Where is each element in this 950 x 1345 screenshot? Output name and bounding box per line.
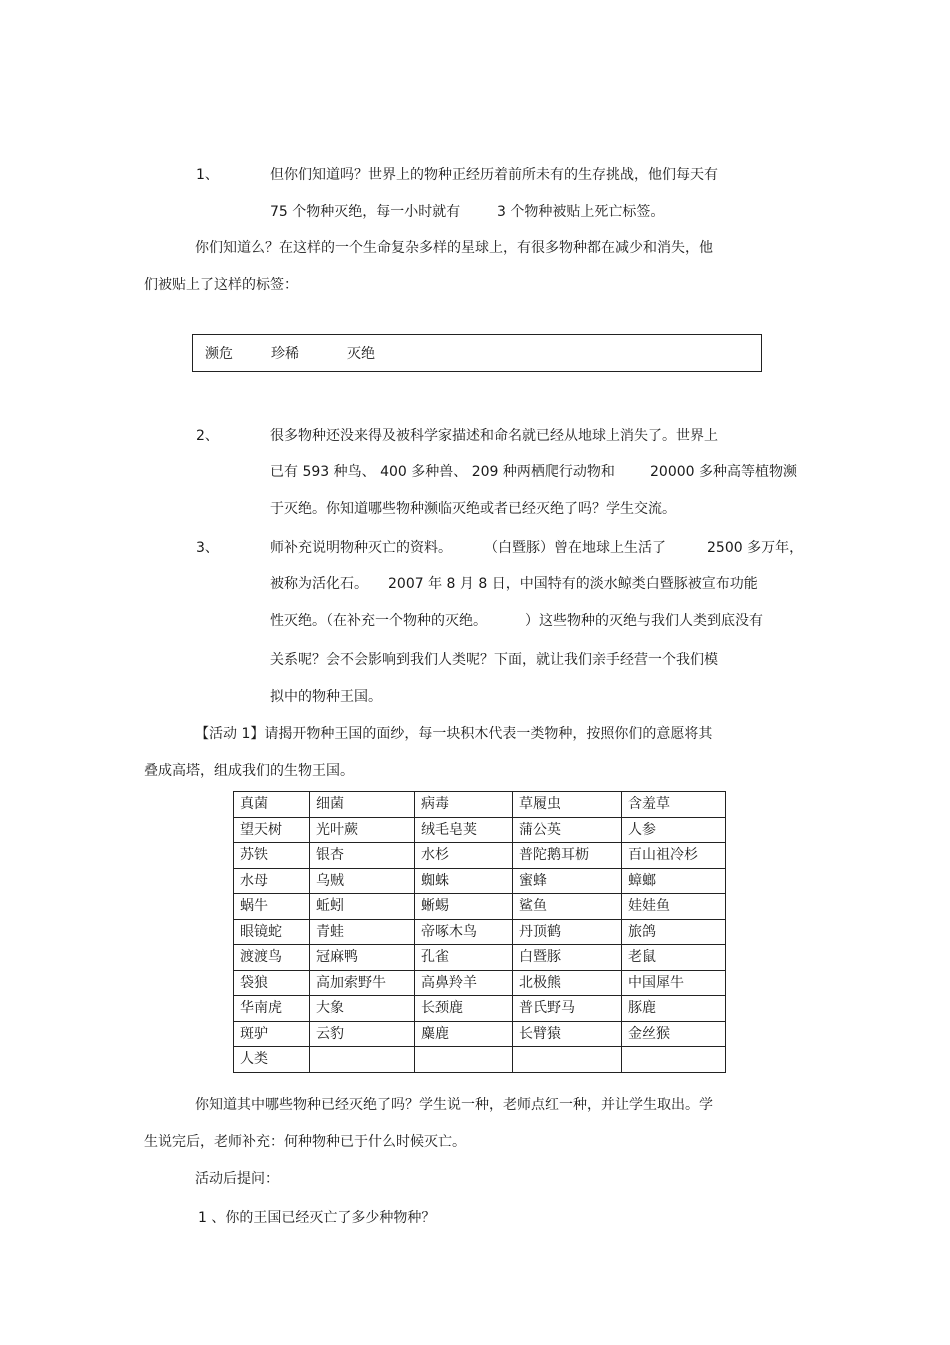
paragraph-line: 很多物种还没来得及被科学家描述和命名就已经从地球上消失了。世界上 bbox=[270, 428, 718, 444]
table-cell: 普氏野马 bbox=[513, 996, 622, 1022]
paragraph-line: 们被贴上了这样的标签： bbox=[144, 277, 298, 293]
table-row bbox=[234, 792, 726, 818]
table-cell: 望天树 bbox=[234, 817, 310, 843]
table-cell: 蜥蜴 bbox=[415, 894, 513, 920]
table-cell: 大象 bbox=[310, 996, 415, 1022]
table-cell: 百山祖冷杉 bbox=[622, 843, 726, 869]
paragraph-line: 活动后提问： bbox=[195, 1171, 279, 1187]
label-box bbox=[192, 334, 762, 372]
paragraph-line: 20000 多种高等植物濒 bbox=[650, 464, 797, 480]
label-extinct: 灭绝 bbox=[347, 346, 375, 362]
table-row bbox=[234, 996, 726, 1022]
table-row bbox=[234, 868, 726, 894]
paragraph-line: （白暨豚）曾在地球上生活了 bbox=[484, 540, 666, 556]
table-cell: 孔雀 bbox=[415, 945, 513, 971]
paragraph-line: ）这些物种的灭绝与我们人类到底没有 bbox=[525, 613, 763, 629]
table-cell: 蜜蜂 bbox=[513, 868, 622, 894]
table-cell: 蜘蛛 bbox=[415, 868, 513, 894]
paragraph-line: 你知道其中哪些物种已经灭绝了吗？学生说一种，老师点红一种，并让学生取出。学 bbox=[195, 1097, 713, 1113]
table-cell: 蟑螂 bbox=[622, 868, 726, 894]
table-row bbox=[234, 1047, 726, 1073]
table-cell: 苏铁 bbox=[234, 843, 310, 869]
paragraph-line: 师补充说明物种灭亡的资料。 bbox=[270, 540, 452, 556]
table-cell: 青蛙 bbox=[310, 919, 415, 945]
paragraph-line: 关系呢？会不会影响到我们人类呢？下面，就让我们亲手经营一个我们模 bbox=[270, 652, 718, 668]
table-cell: 旅鸽 bbox=[622, 919, 726, 945]
table-cell: 人参 bbox=[622, 817, 726, 843]
table-cell: 水杉 bbox=[415, 843, 513, 869]
paragraph-line: 75 个物种灭绝，每一小时就有 bbox=[270, 204, 461, 220]
table-cell: 光叶蕨 bbox=[310, 817, 415, 843]
table-cell: 普陀鹅耳枥 bbox=[513, 843, 622, 869]
table-cell: 帝啄木鸟 bbox=[415, 919, 513, 945]
table-cell: 金丝猴 bbox=[622, 1021, 726, 1047]
table-cell: 麋鹿 bbox=[415, 1021, 513, 1047]
table-cell: 水母 bbox=[234, 868, 310, 894]
table-cell bbox=[622, 1047, 726, 1073]
item-number-1: 1、 bbox=[196, 167, 219, 183]
paragraph-line: 性灭绝。（在补充一个物种的灭绝。 bbox=[270, 613, 487, 629]
paragraph-line: 被称为活化石。 bbox=[270, 576, 368, 592]
table-row bbox=[234, 817, 726, 843]
table-cell: 丹顶鹤 bbox=[513, 919, 622, 945]
paragraph-line: 叠成高塔，组成我们的生物王国。 bbox=[144, 763, 354, 779]
table-cell: 草履虫 bbox=[513, 792, 622, 818]
table-cell: 老鼠 bbox=[622, 945, 726, 971]
table-cell: 云豹 bbox=[310, 1021, 415, 1047]
table-cell: 渡渡鸟 bbox=[234, 945, 310, 971]
table-cell: 冠麻鸭 bbox=[310, 945, 415, 971]
paragraph-line: 你们知道么？在这样的一个生命复杂多样的星球上，有很多物种都在减少和消失，他 bbox=[195, 240, 713, 256]
item-number-3: 3、 bbox=[196, 540, 219, 556]
label-rare: 珍稀 bbox=[271, 346, 299, 362]
table-cell: 华南虎 bbox=[234, 996, 310, 1022]
paragraph-line: 拟中的物种王国。 bbox=[270, 689, 382, 705]
table-row bbox=[234, 970, 726, 996]
activity-heading: 【活动 1】请揭开物种王国的面纱，每一块积木代表一类物种，按照你们的意愿将其 bbox=[195, 726, 713, 742]
table-cell: 袋狼 bbox=[234, 970, 310, 996]
table-cell: 北极熊 bbox=[513, 970, 622, 996]
table-row bbox=[234, 1021, 726, 1047]
table-cell bbox=[415, 1047, 513, 1073]
table-cell: 高鼻羚羊 bbox=[415, 970, 513, 996]
table-cell: 高加索野牛 bbox=[310, 970, 415, 996]
item-number-2: 2、 bbox=[196, 428, 219, 444]
table-row bbox=[234, 945, 726, 971]
table-cell: 长臂猿 bbox=[513, 1021, 622, 1047]
table-cell: 蜗牛 bbox=[234, 894, 310, 920]
table-cell: 细菌 bbox=[310, 792, 415, 818]
table-cell: 蒲公英 bbox=[513, 817, 622, 843]
table-cell: 蚯蚓 bbox=[310, 894, 415, 920]
table-cell: 银杏 bbox=[310, 843, 415, 869]
question-1: 1 、你的王国已经灭亡了多少种物种？ bbox=[198, 1210, 436, 1226]
table-cell bbox=[513, 1047, 622, 1073]
table-cell: 鲨鱼 bbox=[513, 894, 622, 920]
table-cell: 长颈鹿 bbox=[415, 996, 513, 1022]
table-row bbox=[234, 843, 726, 869]
species-table bbox=[233, 791, 726, 1073]
paragraph-line: 2007 年 8 月 8 日，中国特有的淡水鲸类白暨豚被宣布功能 bbox=[388, 576, 758, 592]
table-cell: 人类 bbox=[234, 1047, 310, 1073]
table-row bbox=[234, 919, 726, 945]
table-cell: 娃娃鱼 bbox=[622, 894, 726, 920]
paragraph-line: 2500 多万年， bbox=[707, 540, 804, 556]
table-cell: 真菌 bbox=[234, 792, 310, 818]
paragraph-line: 已有 593 种鸟、 400 多种兽、 209 种两栖爬行动物和 bbox=[270, 464, 615, 480]
table-cell: 病毒 bbox=[415, 792, 513, 818]
paragraph-line: 3 个物种被贴上死亡标签。 bbox=[497, 204, 665, 220]
paragraph-line: 生说完后，老师补充：何种物种已于什么时候灭亡。 bbox=[144, 1134, 466, 1150]
table-cell: 白暨豚 bbox=[513, 945, 622, 971]
table-cell: 绒毛皂荚 bbox=[415, 817, 513, 843]
label-endangered: 濒危 bbox=[205, 346, 233, 362]
paragraph-line: 但你们知道吗？世界上的物种正经历着前所未有的生存挑战，他们每天有 bbox=[270, 167, 718, 183]
paragraph-line: 于灭绝。你知道哪些物种濒临灭绝或者已经灭绝了吗？学生交流。 bbox=[270, 501, 676, 517]
table-row bbox=[234, 894, 726, 920]
table-cell bbox=[310, 1047, 415, 1073]
table-cell: 斑驴 bbox=[234, 1021, 310, 1047]
table-cell: 含羞草 bbox=[622, 792, 726, 818]
table-cell: 眼镜蛇 bbox=[234, 919, 310, 945]
table-cell: 豚鹿 bbox=[622, 996, 726, 1022]
table-cell: 中国犀牛 bbox=[622, 970, 726, 996]
table-cell: 乌贼 bbox=[310, 868, 415, 894]
